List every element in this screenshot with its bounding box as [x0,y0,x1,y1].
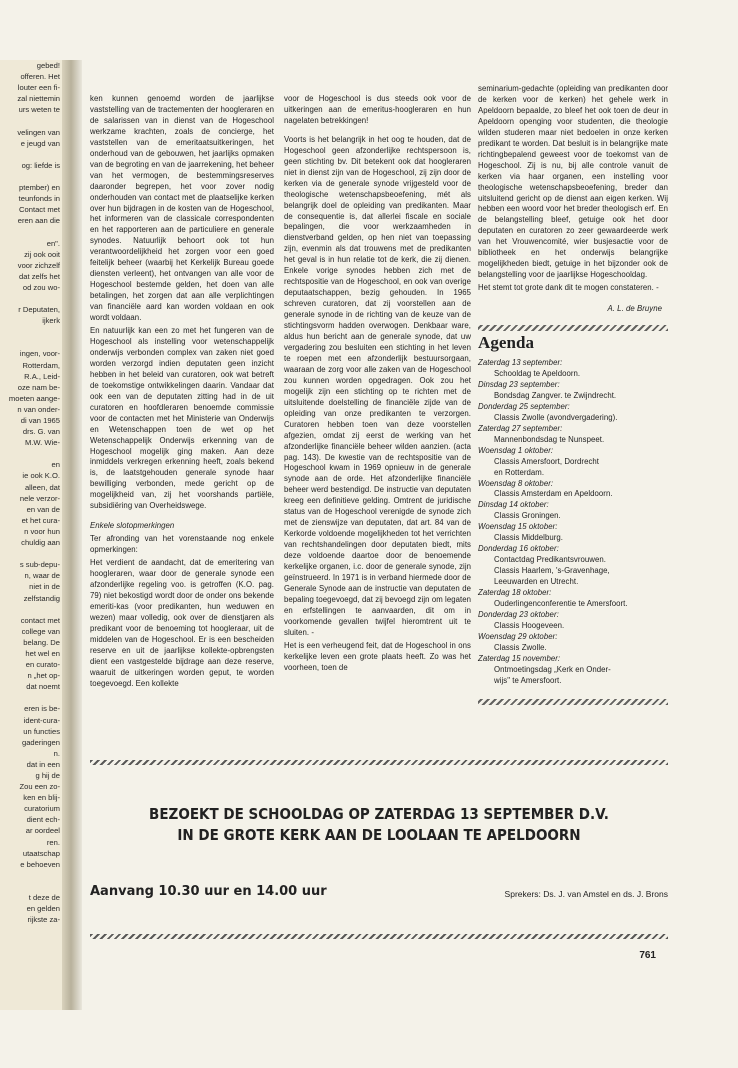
adjacent-page-line: n. [53,748,60,758]
adjacent-page-line: e behoeven [20,859,60,869]
adjacent-page-line: oze nam be- [17,382,60,392]
agenda-item [478,446,668,479]
adjacent-page-line: offeren. Het [20,72,60,82]
adjacent-page-line: di van 1965 [20,416,60,425]
agenda-event: Mannenbondsdag te Nunspeet. [494,434,605,444]
paragraph: En natuurlijk kan een zo met het fungeren van de Hogeschool als instelling voor wetenschappelijk onderwijs verbonden complex van zaken niet goed worden verzorgd indien deputaten geen inzicht hebben in het beleid van curatoren, ook wat betreft de toekomstige ontwikkelingen daarin. Vandaar dat ook een van de deputaten zitting had in de uit curatoren en hoofdleraren benoemde commissie voor de contacten met het Ministerie van Onderwijs en Wetenschappen toen de wet op het Wetenschappelijk Onderwijs erkenning van de Hogeschool mogelijk ging maken. Aan deze inmiddels verkregen erkenning heeft, zoals bekend is, de laatstgehouden generale synode haar bewilliging verbonden, mede gericht op de mogelijkheid van, zij het voorshands partiële, subsidiëring van Overheidswege. [90,326,274,511]
agenda-date: Donderdag 25 september: [478,401,570,411]
adjacent-page-line: Zou een zo- [19,782,60,792]
adjacent-page-line [0,881,62,892]
paragraph: seminarium-gedachte (opleiding van predikanten door de kerken voor de kerken) het gehele werk in Apeldoorn bepaalde, zo bleef het ook toen de deur in Apeldoorn openging voor studenten, die theologie wilden studeren maar niet bedoelen in onze kerken predikant te worden. Dat besluit is in belangrijke mate richtingbepalend geweest voor de toekomst van de Hogeschool. Zij is nu, bij alle controle vanuit de kerken via haar organen, een instelling voor theologische wetenschapsbeoefening, breder dan uitsluitend gericht op de dienst aan eigen kerken. Wij hebben een woord voor het breder theologisch erf. En de belangstelling bleef, getuige ook het door deputaten en curatoren zo zeer gewaardeerde werk van het Vrouwencomité, wier busjesactie voor de bibliotheek en het onderwijs belangrijke mogelijkheden biedt, getuige in het bijzonder ook de belangstelling voor de jaarlijkse Hogeschooldag. [478,84,668,280]
agenda-item [478,522,668,544]
announcement-line-2: IN DE GROTE KERK AAN DE LOOLAAN TE APELDOORN [177,826,581,844]
adjacent-page-line: zelfstandig [23,593,60,603]
agenda-date: Zaterdag 15 november: [478,653,561,663]
agenda-event: Schooldag te Apeldoorn. [494,368,581,378]
adjacent-page-line [0,548,62,559]
adjacent-page-line: zal niettemin [17,94,60,104]
adjacent-page-line: ptember) en [19,183,60,193]
adjacent-page-line [0,171,62,182]
adjacent-page-line: n „het op- [27,671,60,681]
adjacent-page-line: teunfonds in [18,194,60,204]
adjacent-page-line: dat zelfs het [19,271,60,281]
agenda-event: en Rotterdam. [494,467,545,477]
adjacent-page-line [0,226,62,237]
adjacent-page-line: velingen van [17,127,60,137]
adjacent-page-line: en curato- [25,660,60,670]
adjacent-page-line: ident-cura- [23,715,60,725]
adjacent-page-line: n van onder- [17,404,60,414]
paragraph: Het is een verheugend feit, dat de Hogeschool in ons kerkelijke leven een grote plaats heeft. Zo was het voorheen, toen de [284,640,471,672]
adjacent-page-line: college van [21,626,60,636]
announcement-line-1: BEZOEKT DE SCHOOLDAG OP ZATERDAG 13 SEPTEMBER D.V. [149,805,609,823]
agenda-item [478,610,668,632]
adjacent-page-line: ingen, voor- [19,349,60,359]
adjacent-page-line: et het cura- [21,515,60,525]
agenda-event: wijs" te Amersfoort. [494,675,562,685]
adjacent-page-line: voor zichzelf [17,260,60,270]
adjacent-page-line: M.W. Wie- [24,438,60,448]
agenda-list [478,358,668,687]
adjacent-page-line: chuldig aan [21,538,60,548]
adjacent-page-line: het wel en [25,648,60,658]
page-number: 761 [639,950,656,961]
speakers-text: Sprekers: Ds. J. van Amstel en ds. J. Brons [504,889,668,899]
adjacent-page-line: niet in de [29,582,60,592]
agenda-event: Leeuwarden en Utrecht. [494,577,579,587]
adjacent-page-line: Rotterdam, [22,360,60,370]
adjacent-page-line [0,692,62,703]
agenda-item [478,500,668,522]
adjacent-page-line: n voor hun [24,526,60,536]
agenda-event: Classis Hoogeveen. [494,620,565,630]
agenda-event: Classis Haarlem, 's-Gravenhage, [494,566,610,576]
adjacent-page-line: g hij de [35,771,60,780]
adjacent-page-line [0,604,62,615]
adjacent-page-line: Contact met [19,205,60,215]
adjacent-page-line: ren. [46,837,60,847]
adjacent-page-line [0,870,62,881]
agenda-event: Bondsdag Zangver. te Zwijndrecht. [494,390,617,400]
text-column-1 [90,94,274,690]
page-gutter [62,60,82,1010]
adjacent-page-line: s sub-depu- [19,560,60,570]
adjacent-page-line: en [51,460,60,470]
start-time-text: Aanvang 10.30 uur en 14.00 uur [90,884,327,899]
agenda-event: Classis Zwolle (avondvergadering). [494,412,618,422]
adjacent-page-line: eren is be- [24,704,60,714]
adjacent-page-line: dat noemt [26,682,60,692]
adjacent-page-line: belang. De [23,637,60,647]
agenda-date: Woensdag 1 oktober: [478,445,554,455]
agenda-event: Classis Groningen. [494,511,561,521]
adjacent-page-line: alleen, dat [24,482,60,492]
agenda-event: Classis Amsterdam en Apeldoorn. [494,489,613,499]
adjacent-page-line: gaderingen [21,737,60,747]
adjacent-page-line: rijkste za- [27,915,60,925]
adjacent-page-line: n, waar de [24,571,60,581]
adjacent-page-line: ijkerk [42,316,60,326]
adjacent-page-line: zij ook ooit [24,249,60,259]
adjacent-page-line: utaatschap [22,848,60,858]
adjacent-page-line: moeten aange- [8,393,60,403]
adjacent-page-line: nele verzor- [19,493,60,503]
agenda-item [478,479,668,501]
adjacent-page-line: R.A., Leid- [24,371,60,381]
agenda-item [478,632,668,654]
announcement-banner [119,804,639,846]
agenda-date: Donderdag 23 oktober: [478,609,559,619]
agenda-rule-bottom [478,699,668,705]
separator-rule-top [90,760,668,765]
agenda-date: Dinsdag 23 september: [478,379,560,389]
adjacent-page-line: en gelden [26,904,60,914]
agenda-event: Contactdag Predikantsvrouwen. [494,555,606,565]
adjacent-page-line [0,448,62,459]
agenda-date: Woensdag 8 oktober: [478,478,554,488]
agenda-item [478,654,668,687]
adjacent-page-edge [0,60,66,1010]
paragraph: ken kunnen genoemd worden de jaarlijkse vaststelling van de tractementen der hoogleraren en de salarissen van in dienst van de Hogeschool werkzame krachten, zoals de concierge, het vaststellen van de emeritaatsuitkeringen, het onderhoud van de gebouwen, het jaarlijks opmaken van de begroting en van de jaarrekening, het beheer van het vermogen, de bestemmingsreserves daaronder begrepen, het voor zover nodig onderhouden van contact met de plaatselijke kerken over hun bijdragen in de kosten van de Hogeschool, het informeren van de classicale correspondenten en het rapporteren aan de particuliere en generale synodes. Natuurlijk behoort ook tot hun verantwoordelijkheid het zorgen voor een goed feitelijk beheer (waarbij het Kerkelijk Bureau goede diensten verleent), het ontvangen van alle voor de Hogeschool bestemde gelden, het doen van alle betalingen, het zorgen dat aan alle verplichtingen van financiële aard kan worden voldaan en ook wordt voldaan. [90,94,274,323]
adjacent-page-line: dat in een [26,759,60,769]
agenda-item [478,402,668,424]
agenda-item [478,544,668,588]
agenda-date: Donderdag 16 oktober: [478,544,559,554]
agenda-date: Woensdag 29 oktober: [478,631,558,641]
paragraph: Het stemt tot grote dank dit te mogen constateren. - [478,283,659,293]
agenda-date: Dinsdag 14 oktober: [478,500,549,510]
agenda-heading: Agenda [478,333,535,353]
author-signature: A. L. de Bruyne [607,304,662,314]
agenda-item [478,588,668,610]
agenda-date: Woensdag 15 oktober: [478,522,558,532]
adjacent-page-line: en van de [26,504,60,514]
agenda-item [478,358,668,380]
agenda-event: Classis Zwolle. [494,642,547,652]
agenda-event: Classis Amersfoort, Dordrecht [494,456,600,466]
separator-rule-bottom [90,934,668,939]
adjacent-page-line: eren aan die [17,216,60,226]
adjacent-page-line [0,293,62,304]
adjacent-page-line: dient ech- [26,815,60,825]
agenda-date: Zaterdag 27 september: [478,423,563,433]
agenda-event: Ontmoetingsdag „Kerk en Onder- [494,664,611,674]
adjacent-page-line: og: liefde is [21,160,60,170]
text-column-3 [478,84,668,705]
adjacent-page-line: ar oordeel [25,826,60,836]
paragraph: Ter afronding van het vorenstaande nog enkele opmerkingen: [90,534,274,555]
adjacent-page-line: ken en blij- [23,793,60,803]
adjacent-page-line: urs weten te [18,105,60,115]
adjacent-page-line: ie ook K.O. [22,471,60,481]
adjacent-page-line [0,337,62,348]
adjacent-page-line: gebed! [36,61,60,70]
adjacent-page-line: un functies [23,726,60,736]
adjacent-page-line: e jeugd van [20,138,60,148]
paragraph: Het verdient de aandacht, dat de emeritering van hoogleraren, waar door de generale synode een afzonderlijke regeling voo. is getroffen (K.O. pag. 79) niet bekostigd wordt door de onder ons bekende emeriti-kas (voor predikanten, hun weduwen en wezen) maar volledig, ook over de dienstjaren als predikant voor de benoeming tot hoogleraar, uit de middelen van de Hogeschool. Er is een bescheiden reserve en uit de jaarlijkse kollekte-opbrengsten dient een vastgestelde bijdrage aan deze reserve, waaruit de uitkeringen worden geput, te worden toegevoegd. Een kollekte [90,558,274,688]
adjacent-page-line: louter een fi- [17,83,60,93]
adjacent-page-line [0,115,62,126]
adjacent-page-line: drs. G. van [22,427,60,437]
agenda-date: Zaterdag 18 oktober: [478,588,552,598]
agenda-item [478,380,668,402]
adjacent-page-line: en". [46,238,60,248]
adjacent-page-line: curatorium [24,804,60,814]
adjacent-page-line: r Deputaten, [18,305,60,315]
agenda-rule-top [478,325,668,331]
adjacent-page-line [0,326,62,337]
adjacent-page-line: contact met [20,615,60,625]
adjacent-page-line [0,149,62,160]
agenda-event: Classis Middelburg. [494,533,563,543]
paragraph: voor de Hogeschool is dus steeds ook voor de uitkeringen aan de emeritus-hoogleraren en hun nagelaten betrekkingen! [284,94,471,125]
paragraph: Voorts is het belangrijk in het oog te houden, dat de Hogeschool geen afzonderlijke rechtspersoon is, geen stichting bv. Dit betekent ook dat hoogleraren niet in dienst zijn van de Hogeschool, zij zijn door de kerken via de generale synode vrijgesteld voor de theologische wetenschapsbeoefening, mét als belangrijk doel de opleiding van predikanten. Maar de consequentie is, dat allerlei fiscale en sociale bepalingen, die voor werkzaamheden in dienstverband gelden, op hen niet van toepassing zijn, evenmin als dat trouwens met de predikanten het geval is in hun relatie tot de kerk, die zij dienen. Enkele vorige synodes hebben zich met de rechtspositie van de Hogeschool, en ook van overige deputaatschappen, bezig gehouden. In 1965 schreven curatoren, dat zij voorstellen aan de generale synode in de richting van de keuze van de stichtingsvorm hadden overwogen. Denkbaar ware, aldus hun bericht aan de generale synode, dat uw vergadering zou besluiten een stichting in het leven te roepen met een afzonderlijk bestuursorgaan, waaraan de zorg voor alle zaken van de Hogeschool zou kunnen worden opgedragen. Ook zou het mogelijk zijn een stichting op te richten met de uitsluitende doelstelling de financiële zijde van de opleiding van onze predikanten te verzorgen. Curatoren hebben toen van deze voorstellen afgezien, omdat zij eerst de werking van het afzonderlijke financiële beheer wilden aanzien. (acta pag. 143). De kwestie van de rechtspositie van de Hogeschool kwam in 1969 opnieuw in de generale synode aan de orde. Het afzonderlijke financiële beheer werd bestendigd. De instructie van deputaten kreeg een definitieve gelding. Omtrent de juridische status van de Hogeschool verenigde de synode zich met de zienswijze van deputaten, dat art. 84 van de Kerkorde voldoende mogelijkheden tot het verrichten van rechtshandelingen door deputaten biedt, mits deze voldoende daartoe door de benoemende kerkelijke organen, i.c. door de generale synode, zijn geïnstrueerd. In 1971 is in verband hiermede door de Generale Synode aan de instructie van deputaten de bepaling toegevoegd, dat zij bevoegd zijn om legaten en erfstellingen te aanvaarden, dit om in voorkomende gevallen twijfel hieromtrent uit te sluiten. - [284,134,471,637]
text-column-2 [284,94,471,674]
agenda-item [478,424,668,446]
adjacent-page-line: t deze de [28,893,60,903]
subheading: Enkele slotopmerkingen [90,521,175,531]
agenda-date: Zaterdag 13 september: [478,358,563,368]
agenda-event: Ouderlingenconferentie te Amersfoort. [494,598,628,608]
adjacent-page-line: od zou wo- [22,282,60,292]
